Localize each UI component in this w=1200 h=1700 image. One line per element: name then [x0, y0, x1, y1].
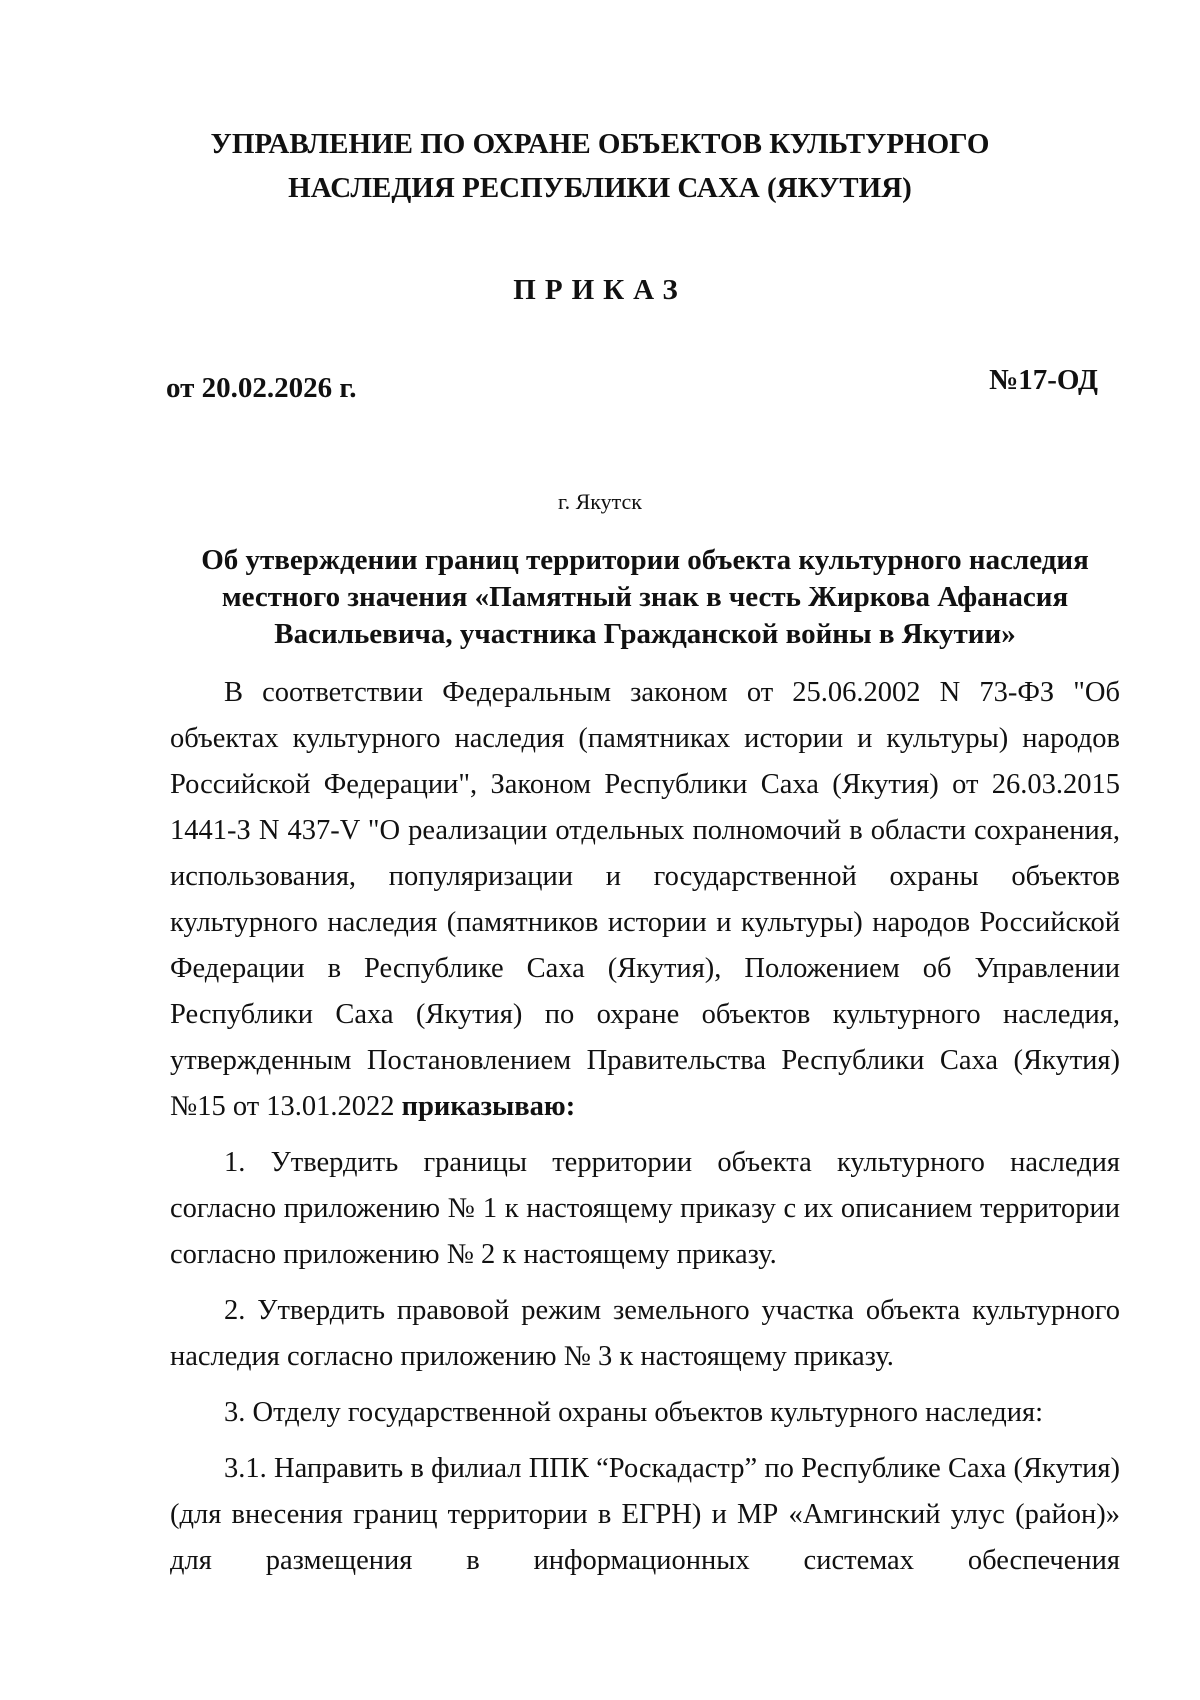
- order-item-1: 1. Утвердить границы территории объекта культурного наследия согласно приложению № 1 к настоящему приказу с их описанием территории согласно приложению № 2 к настоящему приказу.: [170, 1147, 1120, 1270]
- organization-name-line-2: НАСЛЕДИЯ РЕСПУБЛИКИ САХА (ЯКУТИЯ): [288, 172, 912, 204]
- document-date: от 20.02.2026 г.: [166, 372, 357, 404]
- document-body: [170, 670, 1120, 1584]
- document-title-line-1: Об утверждении границ территории объекта культурного наследия: [201, 544, 1089, 576]
- document-number: №17-ОД: [989, 364, 1098, 396]
- organization-name-line-1: УПРАВЛЕНИЕ ПО ОХРАНЕ ОБЪЕКТОВ КУЛЬТУРНОГО: [210, 128, 990, 160]
- document-type-heading: ПРИКАЗ: [513, 274, 687, 306]
- document-title: [200, 542, 1090, 653]
- document-city: г. Якутск: [558, 489, 642, 514]
- order-item-3: 3. Отделу государственной охраны объектов культурного наследия:: [224, 1397, 1044, 1428]
- preamble-text: В соответствии Федеральным законом от 25.06.2002 N 73-ФЗ "Об объектах культурного наследия (памятниках истории и культуры) народов Российской Федерации", Законом Республики Саха (Якутия) от 26.03.2015 1441-З N 437-V "О реализации отдельных полномочий в области сохранения, использования, популяризации и государственной охраны объектов культурного наследия (памятников истории и культуры) народов Российской Федерации в Республике Саха (Якутия), Положением об Управлении Республики Саха (Якутия) по охране объектов культурного наследия, утвержденным Постановлением Правительства Республики Саха (Якутия) №15 от 13.01.2022: [170, 677, 1120, 1122]
- document-title-line-2: местного значения «Памятный знак в честь Жиркова Афанасия: [221, 581, 1069, 613]
- order-item-3-1: 3.1. Направить в филиал ППК “Роскадастр” по Республике Саха (Якутия) (для внесения границ территории в ЕГРН) и МР «Амгинский улус (район)» для размещения в информационных системах обеспечения: [170, 1453, 1120, 1576]
- document-title-line-3: Васильевича, участника Гражданской войны в Якутии»: [274, 618, 1016, 650]
- preamble-paragraph: [170, 670, 1120, 1130]
- order-word: приказываю:: [401, 1091, 576, 1122]
- order-item-2: 2. Утвердить правовой режим земельного участка объекта культурного наследия согласно приложению № 3 к настоящему приказу.: [170, 1295, 1120, 1372]
- organization-name: [0, 122, 1200, 210]
